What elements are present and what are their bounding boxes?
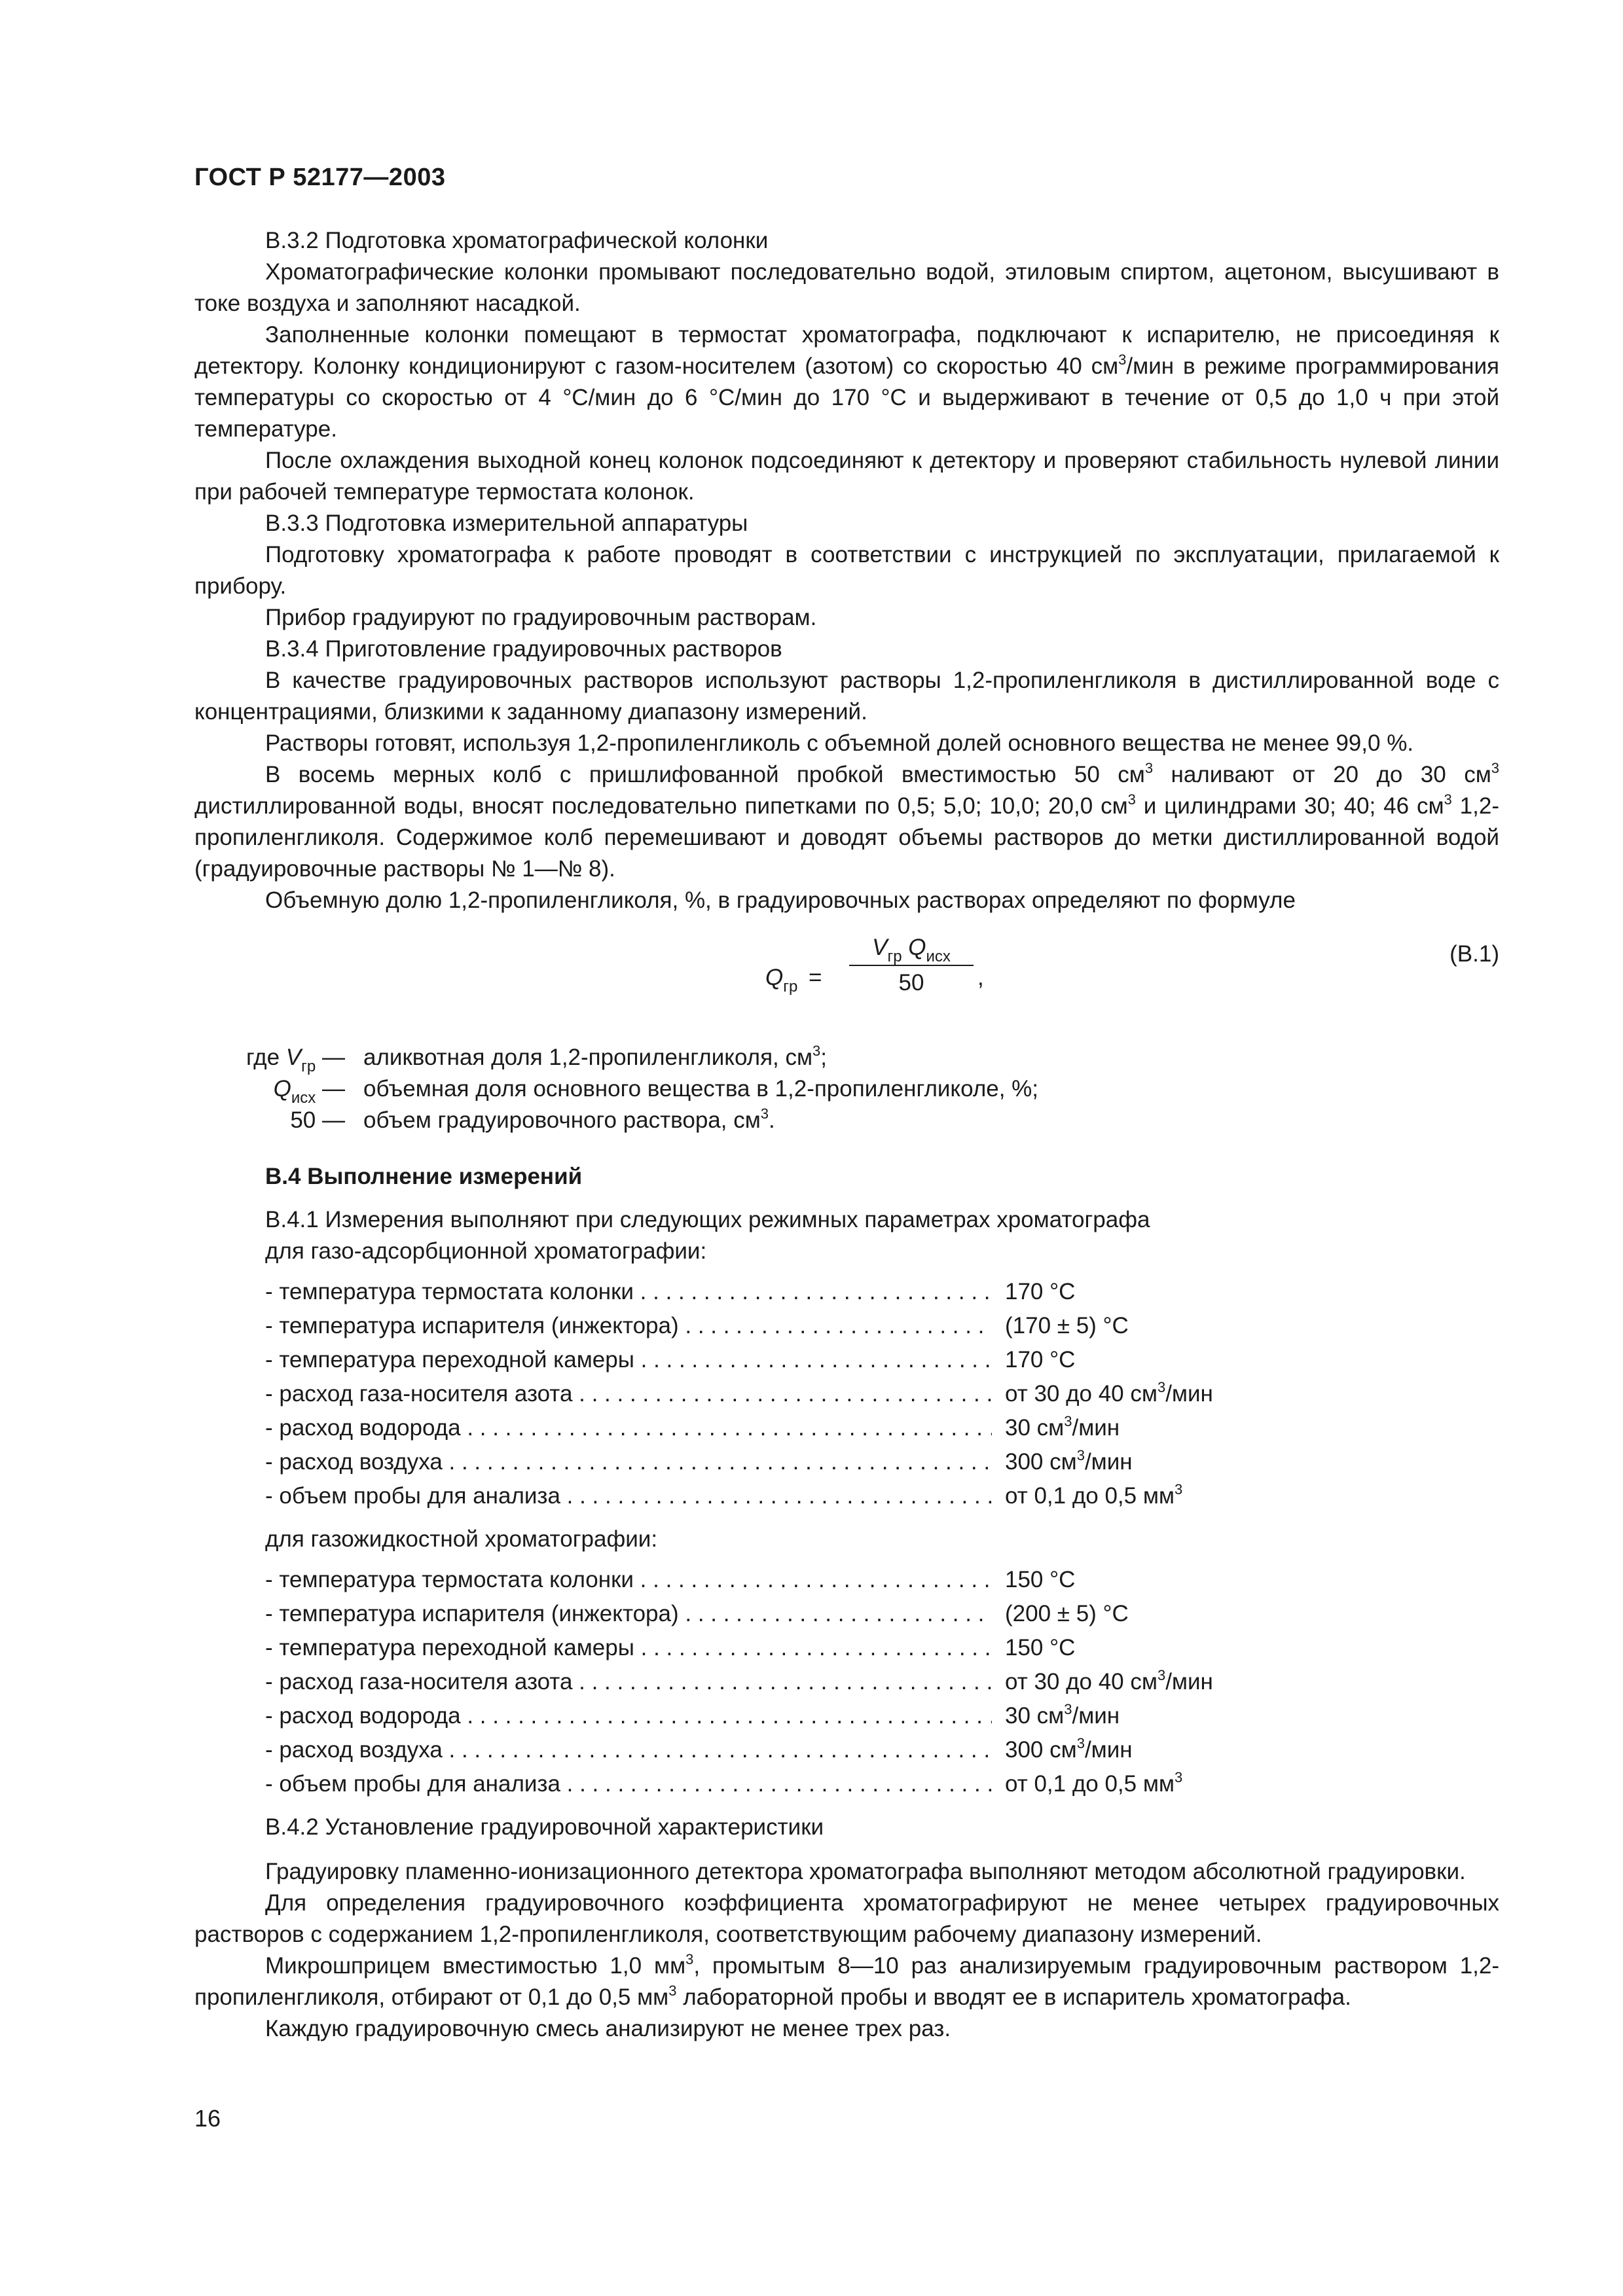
section-b41-line2: для газо-адсорбционной хроматографии: [265, 1238, 707, 1264]
formula-denominator: 50 [898, 970, 924, 996]
parameter-value: от 0,1 до 0,5 $мм^3$ [1005, 1481, 1183, 1509]
parameter-label: - температура испарителя (инжектора) . . . [265, 1310, 992, 1342]
parameters-list-gas-liquid [265, 1564, 1499, 1803]
section-b33-title: В.3.3 Подготовка измерительной аппаратуры [265, 511, 748, 536]
parameter-label: - температура термостата колонки . . . [265, 1564, 992, 1596]
parameter-label: - расход водорода . . . [265, 1700, 992, 1732]
formula-equals: = [809, 965, 822, 990]
gas-liquid-title: для газожидкостной хроматографии: [265, 1526, 658, 1552]
parameter-value: 30 $см^3$/мин [1005, 1701, 1120, 1729]
where-description: объем градуировочного раствора, $см^3$. [363, 1105, 775, 1133]
where-description: объемная доля основного вещества в 1,2-пропиленгликоле, %; [363, 1076, 1039, 1102]
parameter-value: 170 °С [1005, 1347, 1076, 1372]
paragraph: Заполненные колонки помещают в термостат хроматографа, подключают к испарителю, не присоединяя к детектору. Колонку кондиционируют с газом-носителем (азотом) со скоростью 40 $см^3$/мин в режиме программирования температуры со скоростью от 4 °С/мин до 6 °С/мин до 170 °С и выдерживают в течение от 0,5 до 1,0 ч при этой температуре. [194, 322, 1499, 442]
parameter-value: 150 °С [1005, 1567, 1076, 1592]
parameter-value: 300 $см^3$/мин [1005, 1735, 1133, 1763]
parameter-value: от 30 до 40 $см^3$/мин [1005, 1667, 1213, 1695]
parameter-value: 170 °С [1005, 1279, 1076, 1304]
parameter-row [265, 1734, 1293, 1768]
paragraph: Градуировку пламенно-ионизационного детектора хроматографа выполняют методом абсолютной градуировки. [265, 1859, 1466, 1884]
parameter-value: от 30 до 40 $см^3$/мин [1005, 1379, 1213, 1407]
paragraph: После охлаждения выходной конец колонок подсоединяют к детектору и проверяют стабильность нулевой линии при рабочей температуре термостата колонок. [194, 448, 1499, 505]
parameter-label: - расход водорода . . . [265, 1412, 992, 1444]
parameter-label: - температура переходной камеры . . . [265, 1632, 992, 1664]
parameter-row [265, 1276, 1293, 1310]
where-description: аликвотная доля 1,2-пропиленгликоля, $см^3$; [363, 1043, 828, 1070]
parameter-label: - объем пробы для анализа . . . [265, 1768, 992, 1800]
parameter-label: - расход воздуха . . . [265, 1446, 992, 1478]
formula-number: (В.1) [1450, 941, 1499, 967]
parameter-row [265, 1412, 1293, 1446]
parameter-row [265, 1378, 1293, 1412]
parameter-row [265, 1700, 1293, 1734]
section-b34-title: В.3.4 Приготовление градуировочных растворов [265, 636, 782, 662]
paragraph: Подготовку хроматографа к работе проводят в соответствии с инструкцией по эксплуатации, прилагаемой к прибору. [194, 542, 1499, 599]
formula-lhs: $Q_{гр}$ [765, 965, 798, 996]
section-b32-title: В.3.2 Подготовка хроматографической колонки [265, 228, 769, 253]
parameter-value: 300 $см^3$/мин [1005, 1447, 1133, 1475]
parameter-row [265, 1310, 1293, 1344]
parameter-row [265, 1344, 1293, 1378]
parameters-list-gas-adsorption [265, 1276, 1499, 1515]
parameter-value: от 0,1 до 0,5 $мм^3$ [1005, 1769, 1183, 1797]
where-row-q [194, 1073, 1499, 1105]
paragraph: В качестве градуировочных растворов используют растворы 1,2-пропиленгликоля в дистиллированной воде с концентрациями, близкими к заданному диапазону измерений. [194, 668, 1499, 725]
where-symbol: 50 — [290, 1107, 345, 1133]
parameter-row [265, 1666, 1293, 1700]
parameter-label: - объем пробы для анализа . . . [265, 1480, 992, 1512]
parameter-label: - расход газа-носителя азота . . . [265, 1378, 992, 1410]
parameter-value: 150 °С [1005, 1635, 1076, 1660]
paragraph: В восемь мерных колб с пришлифованной пробкой вместимостью 50 $см^3$ наливают от 20 до 30 $см^3$ дистиллированной воды, вносят последовательно пипетками по 0,5; 5,0; 10,0; 20,0 $см^3$ и цилиндрами 30; 40; 46 $см^3$ 1,2-пропиленгликоля. Содержимое колб перемешивают и доводят объемы растворов до метки дистиллированной водой (градуировочные растворы № 1—№ 8). [194, 760, 1500, 882]
section-b41-line1: В.4.1 Измерения выполняют при следующих режимных параметрах хроматографа [265, 1207, 1150, 1232]
document-header: ГОСТ Р 52177—2003 [194, 164, 446, 191]
where-row-v [194, 1042, 1499, 1073]
fraction-bar [849, 965, 974, 966]
parameter-row [265, 1598, 1293, 1632]
formula-comma: , [977, 965, 984, 990]
formula-numerator: $V_{гр}$ $Q_{исх}$ [872, 935, 951, 965]
parameter-row [265, 1446, 1293, 1480]
formula-fraction [849, 933, 974, 997]
parameter-value: (200 ± 5) °С [1005, 1601, 1129, 1626]
parameter-label: - температура испарителя (инжектора) . . . [265, 1598, 992, 1630]
parameter-label: - температура термостата колонки . . . [265, 1276, 992, 1308]
paragraph: Хроматографические колонки промывают последовательно водой, этиловым спиртом, ацетоном, высушивают в токе воздуха и заполняют насадкой. [194, 259, 1499, 316]
paragraph: Объемную долю 1,2-пропиленгликоля, %, в градуировочных растворах определяют по формуле [265, 888, 1296, 913]
page-number: 16 [194, 2105, 221, 2132]
paragraph: Прибор градуируют по градуировочным растворам. [265, 605, 817, 630]
paragraph: Для определения градуировочного коэффициента хроматографируют не менее четырех градуировочных растворов с содержанием 1,2-пропиленгликоля, соответствующим рабочему диапазону измерений. [194, 1890, 1499, 1947]
parameter-value: 30 $см^3$/мин [1005, 1413, 1120, 1441]
section-b42-title: В.4.2 Установление градуировочной характеристики [265, 1814, 824, 1840]
paragraph: Растворы готовят, используя 1,2-пропиленгликоль с объемной долей основного вещества не менее 99,0 %. [265, 730, 1414, 756]
where-symbol: $Q_{исх}$ — [273, 1076, 345, 1107]
parameter-row [265, 1480, 1293, 1515]
parameter-row [265, 1632, 1293, 1666]
section-b4-title: В.4 Выполнение измерений [265, 1164, 583, 1189]
paragraph: Микрошприцем вместимостью 1,0 $мм^3$, промытым 8—10 раз анализируемым градуировочным раствором 1,2-пропиленгликоля, отбирают от 0,1 до 0,5 $мм^3$ лабораторной пробы и вводят ее в испаритель хроматографа. [194, 1951, 1500, 2010]
parameter-label: - расход газа-носителя азота . . . [265, 1666, 992, 1698]
where-symbol: где $V_{гр}$ — [246, 1045, 345, 1075]
parameter-row [265, 1768, 1293, 1803]
paragraph: Каждую градуировочную смесь анализируют не менее трех раз. [265, 2016, 951, 2041]
parameter-label: - температура переходной камеры . . . [265, 1344, 992, 1376]
where-row-50 [194, 1105, 1499, 1136]
parameter-row [265, 1564, 1293, 1598]
document-body [194, 225, 1499, 2045]
formula-b1 [194, 933, 1499, 1028]
parameter-label: - расход воздуха . . . [265, 1734, 992, 1766]
parameter-value: (170 ± 5) °С [1005, 1313, 1129, 1338]
